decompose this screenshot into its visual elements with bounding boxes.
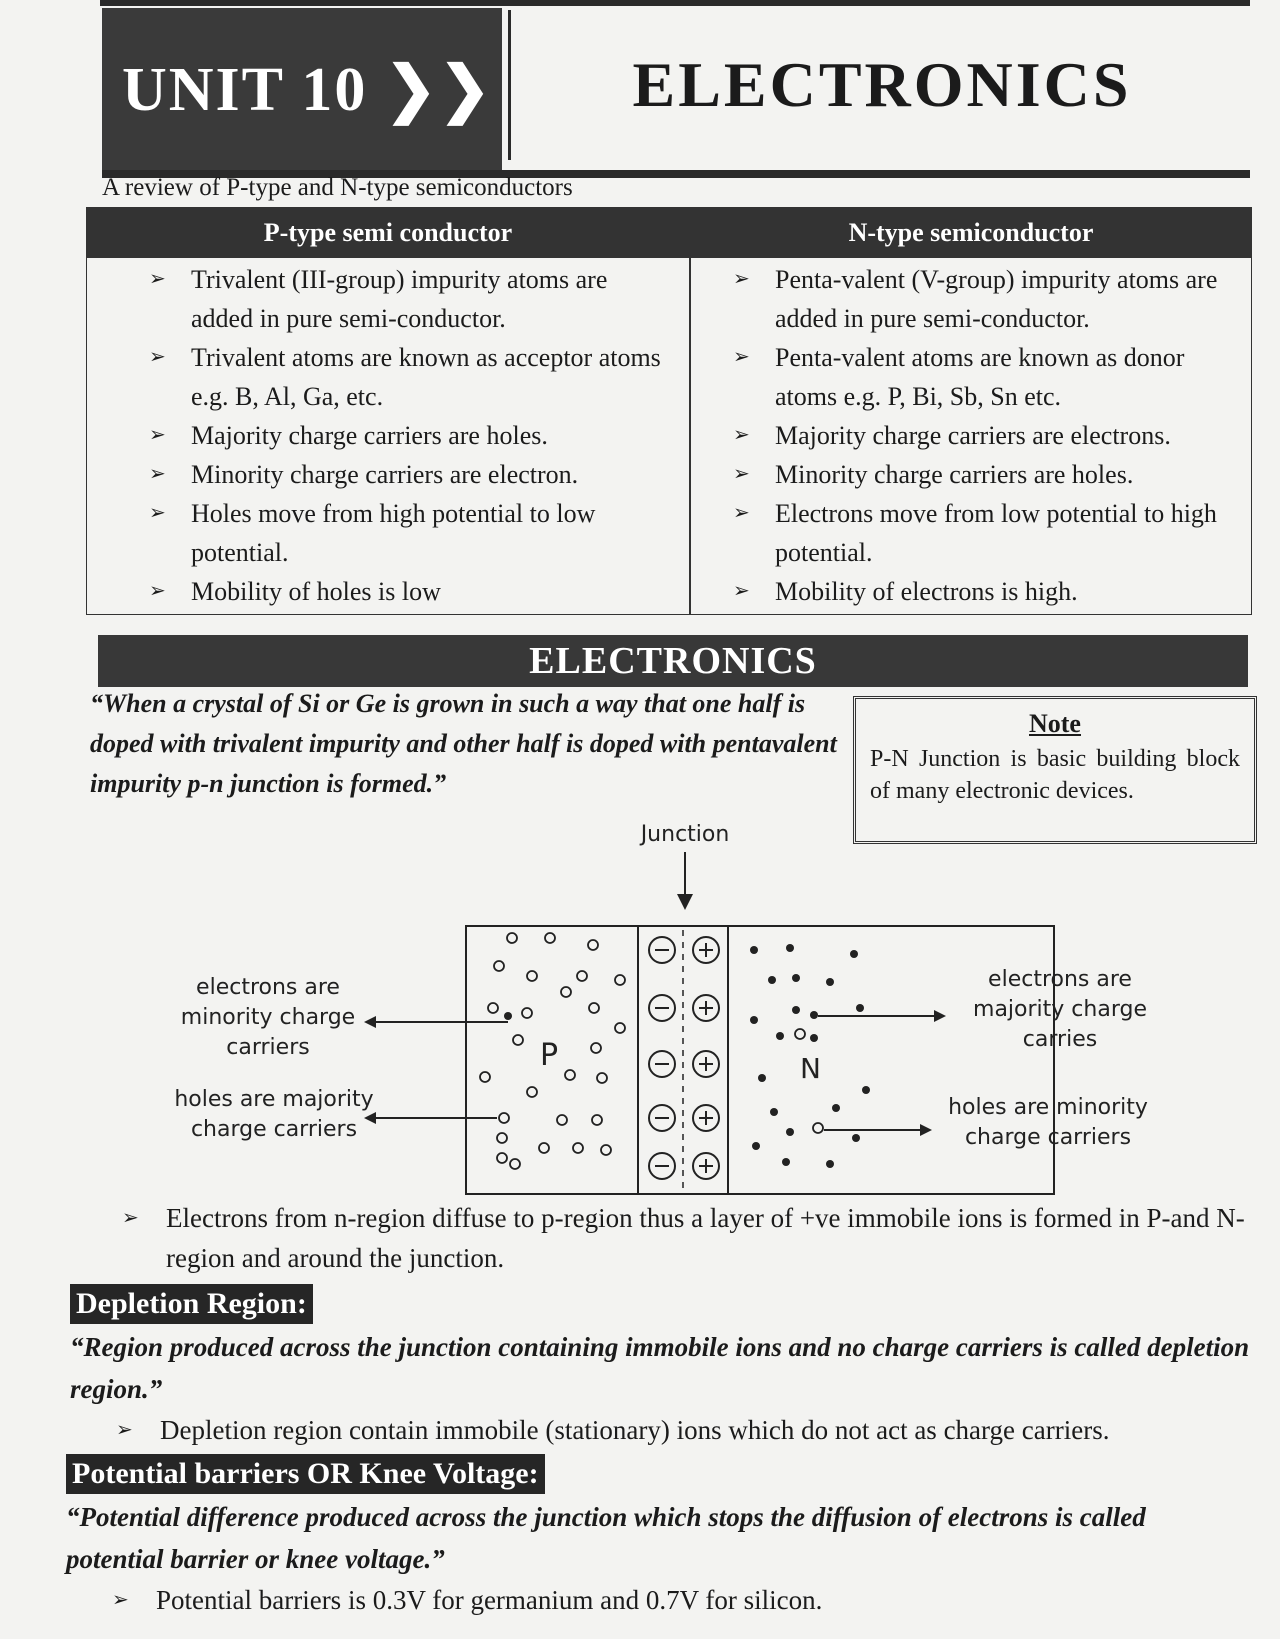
junction-arrow-head: [677, 894, 693, 910]
list-item: ➢ Mobility of holes is low: [143, 572, 663, 611]
note-text: P-N Junction is basic building block of many electronic devices.: [870, 746, 1240, 804]
arrow-bullet-icon: ➢: [733, 346, 750, 368]
arrow-bullet-icon: ➢: [112, 1589, 129, 1611]
page-title: ELECTRONICS: [508, 10, 1253, 160]
table-caption: A review of P-type and N-type semiconductors: [102, 174, 573, 201]
arrow-bullet-icon: ➢: [733, 424, 750, 446]
p-region-label: P: [540, 1038, 559, 1073]
comparison-table: [86, 207, 1252, 615]
arrow-bullet-icon: ➢: [733, 268, 750, 290]
header-rule: [100, 0, 1250, 6]
left-bottom-arrowhead: [364, 1112, 376, 1124]
depletion-heading: Depletion Region:: [70, 1284, 313, 1324]
depletion-definition: “Region produced across the junction containing immobile ions and no charge carriers is called depletion region.”: [70, 1332, 1250, 1404]
unit-label: UNIT 10 ❯❯: [102, 8, 502, 170]
list-item: ➢ Minority charge carriers are electron.: [143, 455, 663, 494]
list-item: ➢ Majority charge carriers are holes.: [143, 416, 663, 455]
arrow-bullet-icon: ➢: [116, 1419, 133, 1441]
right-top-label-line: carries: [1022, 1027, 1098, 1052]
list-item: ➢ Minority charge carriers are holes.: [727, 455, 1239, 494]
barrier-heading: Potential barriers OR Knee Voltage:: [66, 1454, 545, 1494]
column-divider: [689, 208, 691, 614]
n-type-heading: N-type semiconductor: [691, 208, 1251, 258]
arrow-bullet-icon: ➢: [733, 463, 750, 485]
left-top-arrowhead: [364, 1016, 376, 1028]
depletion-bullet: ➢ Depletion region contain immobile (stationary) ions which do not act as charge carriers.: [160, 1410, 1250, 1450]
left-top-label-line: electrons are: [196, 975, 340, 1000]
note-title: Note: [1029, 709, 1081, 738]
negative-ions: [649, 937, 675, 1179]
list-item: ➢ Electrons move from low potential to high potential.: [727, 494, 1239, 572]
list-item: ➢ Penta-valent atoms are known as donor atoms e.g. P, Bi, Sb, Sn etc.: [727, 338, 1239, 416]
diffusion-bullet: ➢ Electrons from n-region diffuse to p-region thus a layer of +ve immobile ions is formed in P-and N-region and around the junction.: [166, 1198, 1256, 1278]
right-top-label-line: majority charge: [973, 997, 1147, 1022]
positive-ions: [693, 937, 719, 1179]
p-region-electron: [504, 1012, 512, 1020]
right-top-label-line: electrons are: [988, 967, 1132, 992]
pn-junction-diagram: [150, 820, 1200, 1200]
arrow-bullet-icon: ➢: [149, 424, 166, 446]
n-region-hole: [813, 1123, 823, 1133]
right-bottom-label-line: charge carriers: [964, 1125, 1132, 1150]
junction-label: Junction: [640, 822, 730, 847]
list-item: ➢ Holes move from high potential to low potential.: [143, 494, 663, 572]
left-top-label-line: minority charge: [180, 1005, 356, 1030]
arrow-bullet-icon: ➢: [149, 463, 166, 485]
arrow-bullet-icon: ➢: [149, 502, 166, 524]
arrow-bullet-icon: ➢: [149, 268, 166, 290]
p-type-list: [143, 260, 663, 611]
right-top-arrowhead: [934, 1010, 946, 1022]
barrier-bullet: ➢ Potential barriers is 0.3V for germanium and 0.7V for silicon.: [156, 1580, 1246, 1620]
left-bottom-label-line: charge carriers: [190, 1117, 358, 1142]
section-banner: ELECTRONICS: [98, 635, 1248, 687]
list-item: ➢ Majority charge carriers are electrons.: [727, 416, 1239, 455]
barrier-definition: “Potential difference produced across the junction which stops the diffusion of electrons is called potential barrier or knee voltage.”: [66, 1502, 1146, 1574]
list-item: ➢ Trivalent (III-group) impurity atoms are added in pure semi-conductor.: [143, 260, 663, 338]
left-top-label-line: carriers: [226, 1035, 310, 1060]
list-item: ➢ Mobility of electrons is high.: [727, 572, 1239, 611]
arrow-bullet-icon: ➢: [149, 580, 166, 602]
arrow-bullet-icon: ➢: [149, 346, 166, 368]
left-bottom-label-line: holes are majority: [174, 1087, 374, 1112]
right-bottom-label-line: holes are minority: [948, 1095, 1148, 1120]
p-type-heading: P-type semi conductor: [87, 208, 689, 258]
n-region-hole: [795, 1029, 805, 1039]
n-type-list: [727, 260, 1239, 611]
arrow-bullet-icon: ➢: [733, 580, 750, 602]
arrow-bullet-icon: ➢: [122, 1207, 139, 1229]
pn-junction-definition: “When a crystal of Si or Ge is grown in such a way that one half is doped with trivalent impurity and other half is doped with pentavalent impurity p-n junction is formed.”: [90, 689, 837, 798]
arrow-bullet-icon: ➢: [733, 502, 750, 524]
list-item: ➢ Penta-valent (V-group) impurity atoms are added in pure semi-conductor.: [727, 260, 1239, 338]
list-item: ➢ Trivalent atoms are known as acceptor atoms e.g. B, Al, Ga, etc.: [143, 338, 663, 416]
right-bottom-arrowhead: [920, 1124, 932, 1136]
n-region-label: N: [800, 1052, 821, 1085]
